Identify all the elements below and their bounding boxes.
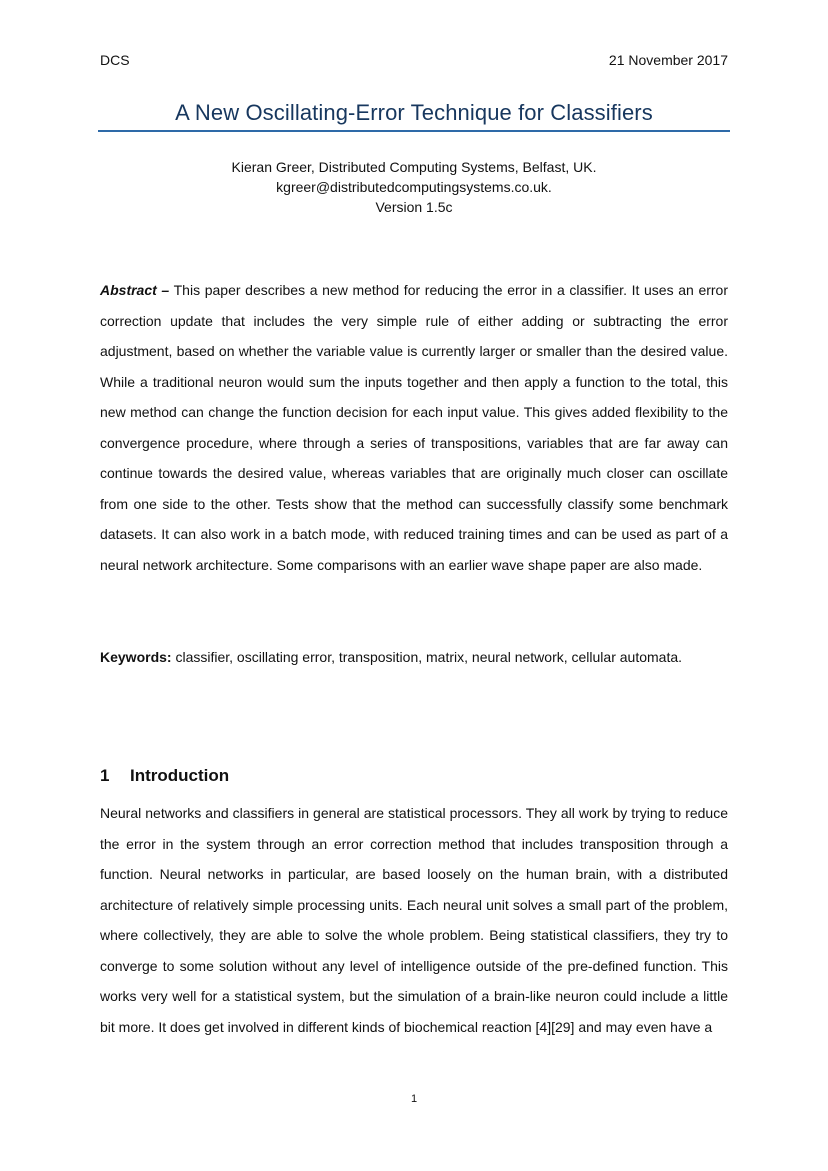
introduction-paragraph: Neural networks and classifiers in general are statistical processors. They all work by trying to reduce the error in the system through an error correction method that includes transposition through a function. Neural networks in particular, are based loosely on the human brain, with a distributed architecture of relatively simple processing units. Each neural unit solves a small part of the problem, where collectively, they are able to solve the whole problem. Being statistical classifiers, they try to converge to some solution without any level of intelligence outside of the pre-defined function. This works very well for a statistical system, but the simulation of a brain-like neuron could include a little bit more. It does get involved in different kinds of biochemical reaction [4][29] and may even have a <box>100 805 728 1035</box>
keywords-label: Keywords: <box>100 649 172 665</box>
abstract-label: Abstract – <box>100 282 170 298</box>
running-header-date: 21 November 2017 <box>608 52 728 68</box>
keywords-text: classifier, oscillating error, transposition, matrix, neural network, cellular automata. <box>171 649 683 665</box>
section-title: Introduction <box>130 766 230 785</box>
section-heading-introduction <box>100 766 229 786</box>
keywords-paragraph <box>100 642 728 673</box>
abstract-text: This paper describes a new method for reducing the error in a classifier. It uses an error correction update that includes the very simple rule of either adding or subtracting the error adjustment, based on whether the variable value is currently larger or smaller than the desired value. While a traditional neuron would sum the inputs together and then apply a function to the total, this new method can change the function decision for each input value. This gives added flexibility to the convergence procedure, where through a series of transpositions, variables that are far away can continue towards the desired value, whereas variables that are originally much closer can oscillate from one side to the other. Tests show that the method can successfully classify some benchmark datasets. It can also work in a batch mode, with reduced training times and can be used as part of a neural network architecture. Some comparisons with an earlier wave shape paper are also made. <box>100 282 729 573</box>
paper-version: Version 1.5c <box>375 199 453 215</box>
running-header-left: DCS <box>100 52 130 68</box>
title-block <box>98 100 730 132</box>
paper-title: A New Oscillating-Error Technique for Classifiers <box>175 100 653 125</box>
page-number: 1 <box>410 1093 418 1105</box>
abstract-paragraph <box>100 275 728 580</box>
section-number: 1 <box>100 766 110 785</box>
author-block <box>100 157 728 217</box>
author-affiliation: Kieran Greer, Distributed Computing Systems, Belfast, UK. <box>231 159 597 175</box>
author-email: kgreer@distributedcomputingsystems.co.uk. <box>276 179 552 195</box>
